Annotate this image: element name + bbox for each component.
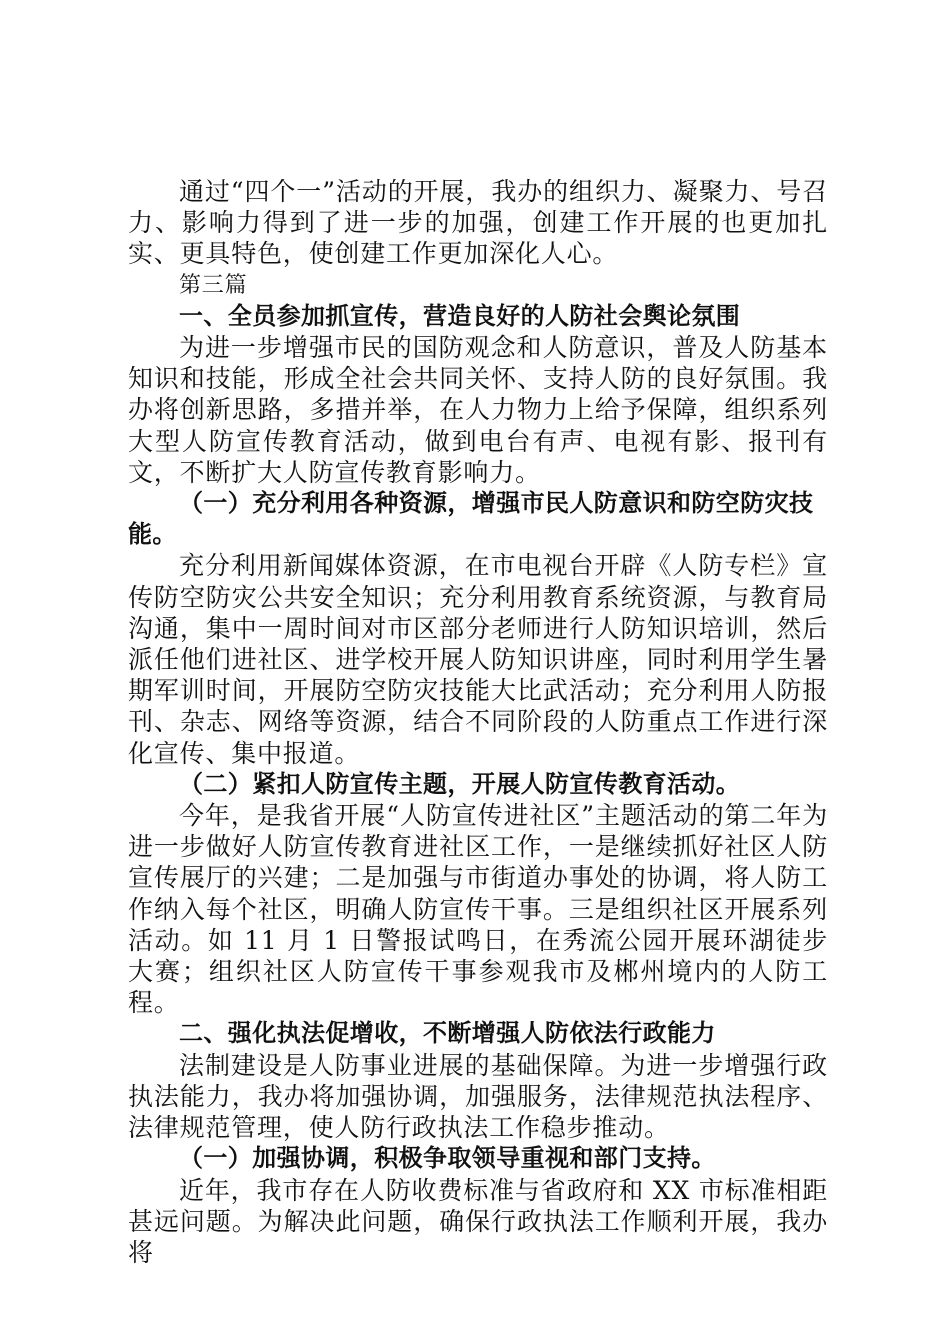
paragraph-law: 法制建设是人防事业进展的基础保障。为进一步增强行政执法能力，我办将加强协调，加强服务，法律规范执法程序、法律规范管理，使人防行政执法工作稳步推动。 xyxy=(128,1050,828,1143)
subheading-resources: （一）充分利用各种资源，增强市民人防意识和防空防灾技能。 xyxy=(128,489,814,549)
heading-section-one: 一、全员参加抓宣传，营造良好的人防社会舆论氛围 xyxy=(179,301,741,330)
document-body xyxy=(128,176,828,1268)
paragraph-resources: 充分利用新闻媒体资源，在市电视台开辟《人防专栏》宣传防空防灾公共安全知识；充分利用教育系统资源，与教育局沟通，集中一周时间对市区部分老师进行人防知识培训，然后派任他们进社区、进学校开展人防知识讲座，同时利用学生暑期军训时间，开展防空防灾技能大比武活动；充分利用人防报刊、杂志、网络等资源，结合不同阶段的人防重点工作进行深化宣传、集中报道。 xyxy=(128,551,828,768)
heading-section-two: 二、强化执法促增收，不断增强人防依法行政能力 xyxy=(179,1019,716,1048)
subheading-theme: （二）紧扣人防宣传主题，开展人防宣传教育活动。 xyxy=(179,769,741,798)
paragraph-theme: 今年，是我省开展“人防宣传进社区”主题活动的第二年为进一步做好人防宣传教育进社区工作，一是继续抓好社区人防宣传展厅的兴建；二是加强与市街道办事处的协调，将人防工作纳入每个社区，明确人防宣传干事。三是组织社区开展系列活动。如 11 月 1 日警报试鸣日，在秀流公园开展环湖徒步大赛；组织社区人防宣传干事参观我市及郴州境内的人防工程。 xyxy=(128,801,828,1018)
paragraph-coordination: 近年，我市存在人防收费标准与省政府和 XX 市标准相距甚远问题。为解决此问题，确保行政执法工作顺利开展，我办将 xyxy=(128,1175,828,1267)
section-label: 第三篇 xyxy=(179,272,248,298)
paragraph-intro: 通过“四个一”活动的开展，我办的组织力、凝聚力、号召力、影响力得到了进一步的加强，创建工作开展的也更加扎实、更具特色，使创建工作更加深化人心。 xyxy=(128,177,828,269)
subheading-coordination: （一）加强协调，积极争取领导重视和部门支持。 xyxy=(179,1144,716,1173)
paragraph-publicity-goal: 为进一步增强市民的国防观念和人防意识，普及人防基本知识和技能，形成全社会共同关怀、支持人防的良好氛围。我办将创新思路，多措并举，在人力物力上给予保障，组织系列大型人防宣传教育活动，做到电台有声、电视有影、报刊有文，不断扩大人防宣传教育影响力。 xyxy=(128,333,828,487)
